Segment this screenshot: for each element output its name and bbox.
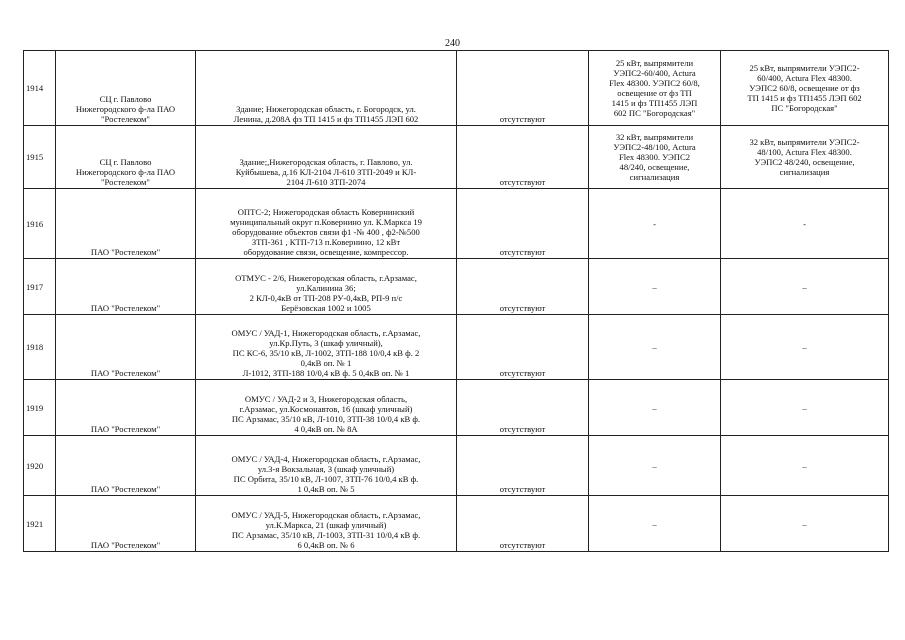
capacity-cell: – — [589, 380, 721, 436]
table-row — [24, 259, 889, 315]
capacity-detail-cell: – — [721, 496, 889, 552]
registry-table — [23, 50, 889, 552]
table-row — [24, 380, 889, 436]
status-cell: отсутствуют — [457, 496, 589, 552]
capacity-cell: - — [589, 189, 721, 259]
object-cell: ОМУС / УАД-2 и 3, Нижегородская область, г.Арзамас, ул.Космонавтов, 16 (шкаф уличный) ПС Арзамас, 35/10 кВ, Л-1010, ЗТП-38 10/0,4 кВ ф. 4 0,4кВ оп. № 8А — [196, 380, 457, 436]
status-cell: отсутствуют — [457, 259, 589, 315]
organization-cell: ПАО "Ростелеком" — [56, 436, 196, 496]
table-row — [24, 126, 889, 189]
capacity-cell: – — [589, 496, 721, 552]
table-row — [24, 51, 889, 126]
capacity-detail-cell: 32 кВт, выпрямители УЭПС2- 48/100, Actura Flex 48300. УЭПС2 48/240, освещение, сигнализация — [721, 126, 889, 189]
capacity-detail-cell: - — [721, 189, 889, 259]
capacity-cell: – — [589, 436, 721, 496]
row-number: 1921 — [24, 496, 56, 552]
row-number: 1919 — [24, 380, 56, 436]
page-number: 240 — [445, 38, 460, 49]
capacity-detail-cell: 25 кВт, выпрямители УЭПС2- 60/400, Actura Flex 48300. УЭПС2 60/8, освещение от фз ТП 1415 и фз ТП1455 ЛЭП 602 ПС "Богородская" — [721, 51, 889, 126]
status-cell: отсутствуют — [457, 189, 589, 259]
status-cell: отсутствуют — [457, 315, 589, 380]
object-cell: ОТМУС - 2/6, Нижегородская область, г.Арзамас, ул.Калинина 36; 2 КЛ-0,4кВ от ТП-208 РУ-0,4кВ, РП-9 п/с Берёзовская 1002 и 1005 — [196, 259, 457, 315]
capacity-cell: – — [589, 315, 721, 380]
organization-cell: ПАО "Ростелеком" — [56, 315, 196, 380]
status-cell: отсутствуют — [457, 51, 589, 126]
organization-cell: СЦ г. Павлово Нижегородского ф-ла ПАО "Ростелеком" — [56, 51, 196, 126]
row-number: 1920 — [24, 436, 56, 496]
status-cell: отсутствуют — [457, 126, 589, 189]
capacity-cell: – — [589, 259, 721, 315]
object-cell: Здание;,Нижегородская область, г. Павлово, ул. Куйбышева, д.16 КЛ-2104 Л-610 ЗТП-2049 и КЛ- 2104 Л-610 ЗТП-2074 — [196, 126, 457, 189]
organization-cell: ПАО "Ростелеком" — [56, 189, 196, 259]
row-number: 1917 — [24, 259, 56, 315]
capacity-detail-cell: – — [721, 436, 889, 496]
row-number: 1916 — [24, 189, 56, 259]
object-cell: ОМУС / УАД-4, Нижегородская область, г.Арзамас, ул.3-я Вокзальная, 3 (шкаф уличный) ПС Орбита, 35/10 кВ, Л-1007, ЗТП-76 10/0,4 кВ ф. 1 0,4кВ оп. № 5 — [196, 436, 457, 496]
capacity-cell: 25 кВт, выпрямители УЭПС2-60/400, Actura Flex 48300. УЭПС2 60/8, освещение от фз ТП 1415 и фз ТП1455 ЛЭП 602 ПС "Богородская" — [589, 51, 721, 126]
table-row — [24, 436, 889, 496]
table-row — [24, 189, 889, 259]
status-cell: отсутствуют — [457, 380, 589, 436]
object-cell: ОМУС / УАД-5, Нижегородская область, г.Арзамас, ул.К.Маркса, 21 (шкаф уличный) ПС Арзамас, 35/10 кВ, Л-1003, ЗТП-31 10/0,4 кВ ф. 6 0,4кВ оп. № 6 — [196, 496, 457, 552]
capacity-detail-cell: – — [721, 315, 889, 380]
object-cell: ОПТС-2; Нижегородская область Ковернинский муниципальный округ п.Ковернино ул. К.Маркса 19 оборудование объектов связи ф1 -№ 400 , ф2-№500 ЗТП-361 , КТП-713 п.Ковернино, 12 кВт оборудование связи, освещение, компрессор. — [196, 189, 457, 259]
organization-cell: ПАО "Ростелеком" — [56, 496, 196, 552]
table-row — [24, 496, 889, 552]
status-cell: отсутствуют — [457, 436, 589, 496]
capacity-detail-cell: – — [721, 259, 889, 315]
object-cell: Здание; Нижегородская область, г. Богородск, ул. Ленина, д.208А фз ТП 1415 и фз ТП1455 ЛЭП 602 — [196, 51, 457, 126]
organization-cell: ПАО "Ростелеком" — [56, 259, 196, 315]
table-row — [24, 315, 889, 380]
row-number: 1914 — [24, 51, 56, 126]
organization-cell: ПАО "Ростелеком" — [56, 380, 196, 436]
object-cell: ОМУС / УАД-1, Нижегородская область, г.Арзамас, ул.Кр.Путь, 3 (шкаф уличный), ПС КС-6, 35/10 кВ, Л-1002, ЗТП-188 10/0,4 кВ ф. 2 0,4кВ оп. № 1 Л-1012, ЗТП-188 10/0,4 кВ ф. 5 0,4кВ оп. № 1 — [196, 315, 457, 380]
row-number: 1918 — [24, 315, 56, 380]
organization-cell: СЦ г. Павлово Нижегородского ф-ла ПАО "Ростелеком" — [56, 126, 196, 189]
row-number: 1915 — [24, 126, 56, 189]
capacity-detail-cell: – — [721, 380, 889, 436]
capacity-cell: 32 кВт, выпрямители УЭПС2-48/100, Actura Flex 48300. УЭПС2 48/240, освещение, сигнализация — [589, 126, 721, 189]
